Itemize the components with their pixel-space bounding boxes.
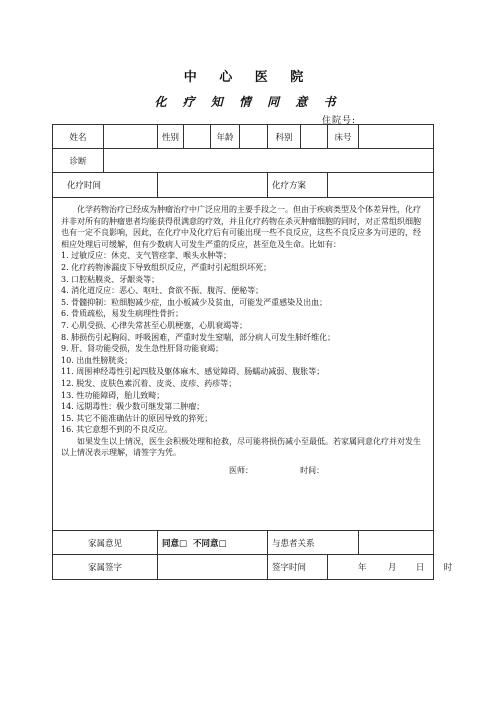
chemo-row [53,173,434,198]
adverse-reaction-list [61,250,425,436]
family-opinion-label: 家属意见 [53,531,158,555]
list-item: 15. 其它不能准确估计的原因导致的猝死； [61,413,213,423]
bed-label: 床号 [328,125,359,149]
list-item: 12. 脱发、皮肤色素沉着、皮炎、皮疹、药疹等； [61,378,237,388]
list-item: 16. 其它意想不到的不良反应。 [61,425,173,435]
chemo-time-field[interactable] [158,173,268,198]
list-item: 9. 肝、肾功能受损，发生急性肝肾功能衰竭； [61,344,224,354]
doctor-label: 医师： [229,466,253,476]
list-item: 11. 周围神经毒性引起四肢及躯体麻木、感觉障碍、肠蠕动减弱、腹胀等； [61,367,325,377]
bed-field[interactable] [359,125,434,149]
list-item: 4. 消化道反应：恶心、呕吐、食欲不振、腹泻、便秘等； [61,286,264,296]
time-label: 时间： [300,466,325,476]
department-field[interactable] [301,125,328,149]
chemo-plan-label: 化疗方案 [268,173,328,198]
hour-label: 时 [443,563,453,573]
hospital-name: 中 心 医 院 [183,70,313,85]
consent-closing: 如果发生以上情况，医生会积极处理和抢救，尽可能将损伤减小至最低。若家属同意化疗并对发生以上情况表示理解，请签字为凭。 [61,436,421,458]
list-item: 1. 过敏反应：休克、支气管痉挛、喉头水肿等； [61,251,232,261]
inpatient-number-label: 住院号: [322,116,357,126]
list-item: 8. 肺损伤引起胸闷、呼吸困难，严重时发生窒喘，部分病人可发生肺纤维化； [61,332,336,342]
agree-checkbox[interactable]: 同意□ [162,538,188,549]
relation-field[interactable] [359,531,434,555]
chemo-plan-field[interactable] [328,173,434,198]
list-item: 14. 远期毒性：极少数可继发第二肿瘤； [61,402,205,412]
list-item: 3. 口腔粘膜炎、牙龈炎等； [61,274,160,284]
list-item: 2. 化疗药物渗漏皮下导致组织反应，严重时引起组织坏死； [61,262,272,272]
department-label: 科别 [268,125,301,149]
day-label: 日 [415,563,425,573]
opinion-options [158,531,268,555]
list-item: 6. 骨质疏松，易发生病理性骨折； [61,309,184,319]
family-signature-row [53,555,434,580]
family-signature-field[interactable] [158,555,268,580]
document-title: 化 疗 知 情 同 意 书 [154,95,342,109]
consent-body-row [53,198,434,531]
sign-time-label: 签字时间 [268,555,328,580]
list-item: 10. 出血性膀胱炎； [61,355,133,365]
diagnosis-field[interactable] [104,149,434,173]
family-signature-label: 家属签字 [53,555,158,580]
list-item: 5. 骨髓抑制：粒细胞减少症，血小板减少及贫血，可能发严重感染及出血； [61,297,328,307]
age-field[interactable] [240,125,268,149]
family-opinion-row [53,531,434,555]
consent-form-table [52,124,453,580]
gender-label: 性别 [158,125,184,149]
relation-label: 与患者关系 [268,531,359,555]
name-label: 姓名 [53,125,104,149]
month-label: 月 [387,563,397,573]
name-field[interactable] [104,125,158,149]
consent-intro: 化学药物治疗已经成为肿瘤治疗中广泛应用的主要手段之一。但由于疾病类型及个体差异性，化疗并非对所有的肿瘤患者均能获得很满意的疗效，并且化疗药物在杀灭肿瘤细胞的同时，对正常组织细胞也有一定不良影响，因此，在化疗中及化疗后有可能出现一些不良反应，这些不良反应多为可逆的，经相应处理后可缓解，但有少数病人可发生严重的反应，甚至危及生命。比如有： [61,205,421,249]
diagnosis-label: 诊断 [53,149,104,173]
disagree-checkbox[interactable]: 不同意□ [192,538,227,549]
age-label: 年龄 [211,125,240,149]
patient-info-row [53,125,434,149]
sign-date-field[interactable] [328,555,453,580]
list-item: 13. 性功能障碍，胎儿致畸； [61,390,165,400]
list-item: 7. 心肌受损、心律失常甚至心肌梗塞，心肌衰竭等； [61,320,248,330]
chemo-time-label: 化疗时间 [53,173,158,198]
doctor-signature-line [61,465,425,477]
year-label: 年 [358,563,367,573]
gender-field[interactable] [184,125,211,149]
diagnosis-row [53,149,434,173]
consent-body [53,198,434,531]
